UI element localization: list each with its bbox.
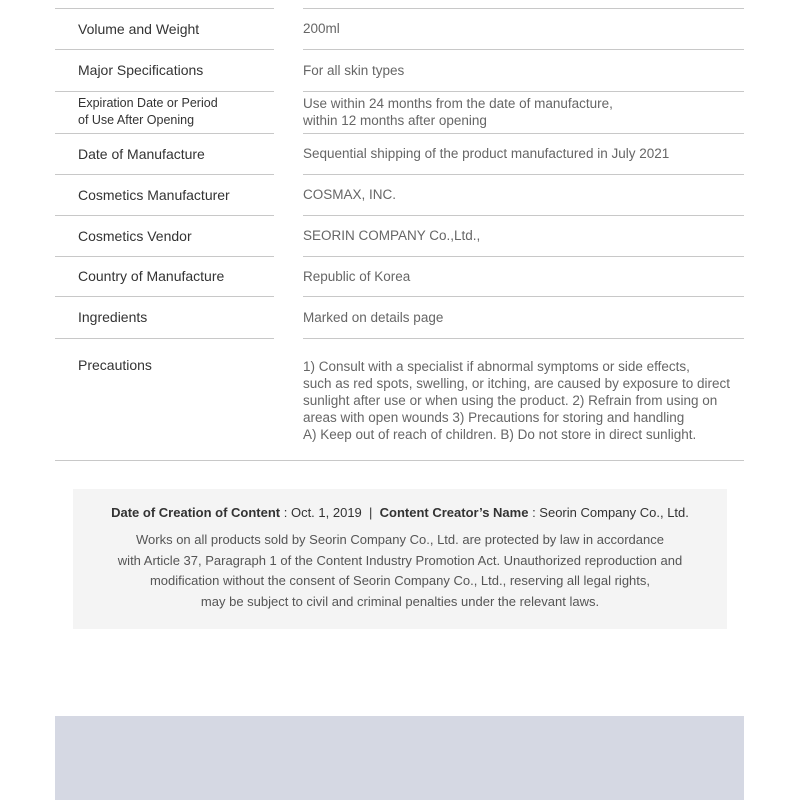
credit-separator: |	[369, 505, 373, 520]
creation-date-label: Date of Creation of Content	[111, 505, 281, 520]
spec-value: 1) Consult with a specialist if abnormal symptoms or side effects, such as red spots, swelling, or itching, are caused by exposure to direct sunlight after use or when using the product. 2) Refrain from using on areas with open wounds 3) Precautions for storing and handling A) Keep out of reach of children. B) Do not store in direct sunlight.	[303, 359, 730, 442]
spec-value: Republic of Korea	[303, 268, 411, 284]
spec-row-volume	[55, 8, 744, 49]
spec-label: Cosmetics Manufacturer	[78, 186, 230, 203]
spec-label: Major Specifications	[78, 62, 204, 78]
spec-label: Ingredients	[78, 309, 148, 325]
creator-name-value: : Seorin Company Co., Ltd.	[532, 505, 689, 520]
spec-row-expiration	[55, 91, 744, 133]
spec-row-precautions	[55, 338, 744, 460]
copyright-text: Works on all products sold by Seorin Company Co., Ltd. are protected by law in accordance with Article 37, Paragraph 1 of the Content Industry Promotion Act. Unauthorized reproduction and modification without the consent of Seorin Company Co., Ltd., reserving all legal rights, may be subject to civil and criminal penalties under the relevant laws.	[117, 532, 683, 609]
spec-value: 200ml	[303, 21, 340, 36]
spec-row-specifications	[55, 49, 744, 91]
copyright-notice	[73, 489, 727, 629]
spec-row-vendor	[55, 215, 744, 256]
spec-value: For all skin types	[303, 62, 405, 78]
table-bottom-divider	[55, 460, 744, 461]
spec-value: SEORIN COMPANY Co.,Ltd.,	[303, 228, 481, 243]
spec-row-manufacturer	[55, 174, 744, 215]
spec-label: Country of Manufacture	[78, 268, 225, 284]
spec-label: Precautions	[78, 357, 152, 373]
spec-label: Date of Manufacture	[78, 145, 205, 162]
bottom-banner	[55, 716, 744, 800]
creation-date-value: : Oct. 1, 2019	[283, 505, 362, 520]
content-credit-line	[73, 505, 727, 520]
spec-value: Sequential shipping of the product manufactured in July 2021	[303, 146, 670, 161]
spec-label: Volume and Weight	[78, 20, 200, 37]
spec-row-manufacture-date	[55, 133, 744, 174]
spec-label: Cosmetics Vendor	[78, 227, 192, 244]
spec-value: Marked on details page	[303, 309, 444, 325]
spec-row-country	[55, 256, 744, 296]
product-info-table	[55, 8, 744, 460]
spec-row-ingredients	[55, 296, 744, 338]
spec-value: COSMAX, INC.	[303, 187, 397, 202]
creator-name-label: Content Creator’s Name	[379, 505, 529, 520]
spec-label: Expiration Date or Period of Use After Opening	[78, 96, 218, 127]
spec-value: Use within 24 months from the date of manufacture, within 12 months after opening	[303, 96, 613, 128]
